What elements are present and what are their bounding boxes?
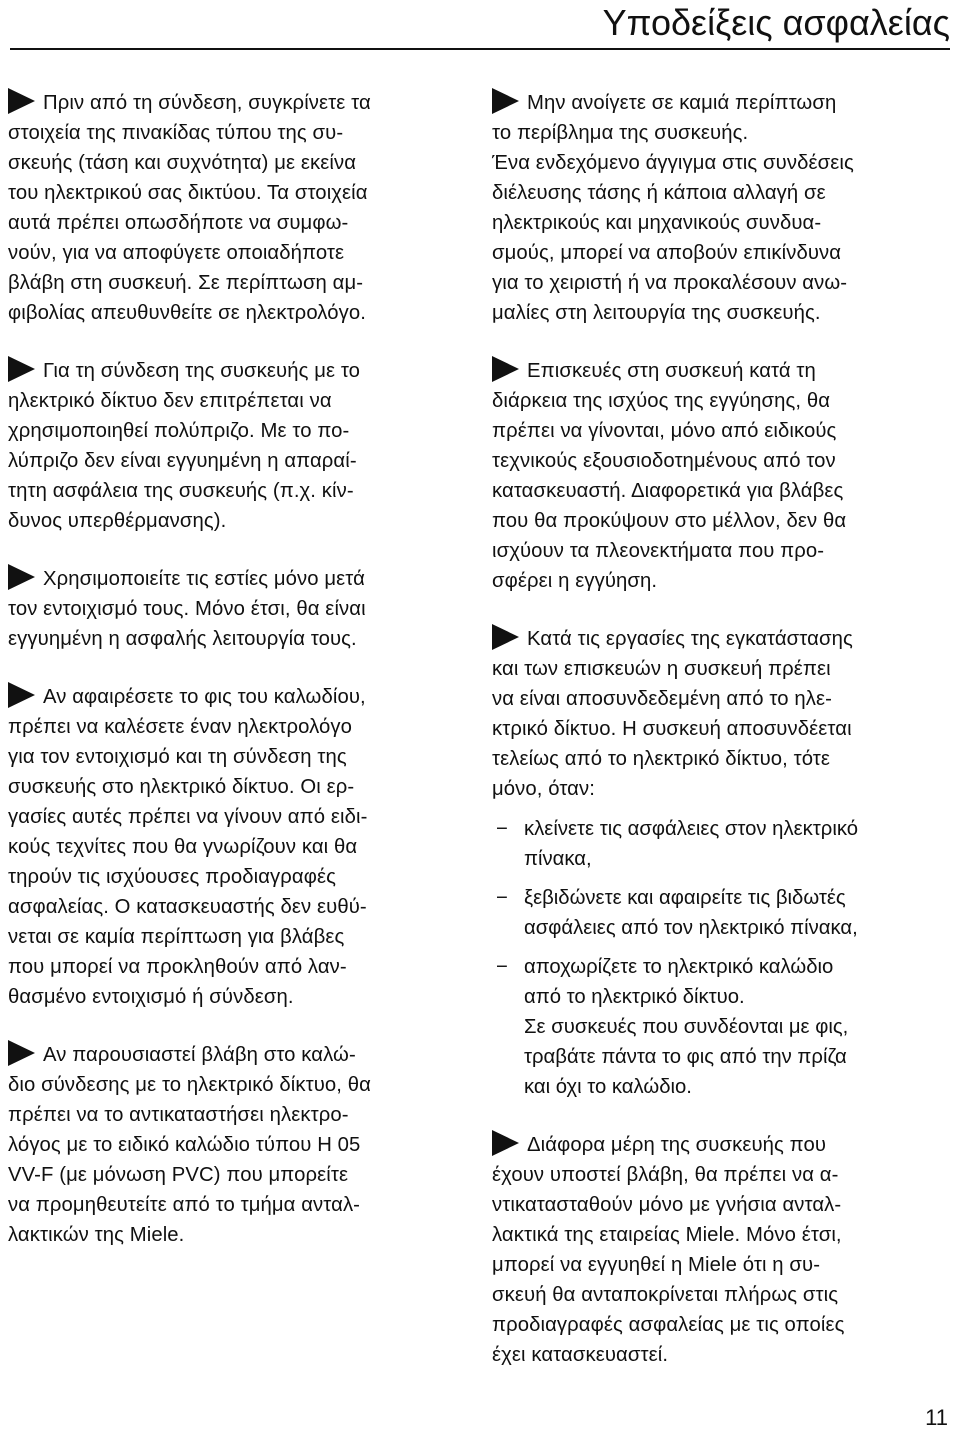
text-line: τελείως από το ηλεκτρικό δίκτυο, τότε <box>492 748 831 770</box>
text-line: ντικατασταθούν μόνο με γνήσια ανταλ- <box>492 1194 842 1216</box>
text-line: σκευής (τάση και συχνότητα) με εκείνα <box>8 152 357 174</box>
text-line: μόνο, όταν: <box>492 778 595 800</box>
text-line: εγγυημένη η ασφαλής λειτουργία τους. <box>8 628 357 650</box>
text-line: συσκευής στο ηλεκτρικό δίκτυο. Οι ερ- <box>8 776 355 798</box>
dash-list <box>492 814 950 1102</box>
text-line: τηρούν τις ισχύουσες προδιαγραφές <box>8 866 336 888</box>
text-line: αυτά πρέπει οπωσδήποτε να συμφω- <box>8 212 349 234</box>
text-line: λακτικών της Miele. <box>8 1224 185 1246</box>
text-line: έχει κατασκευαστεί. <box>492 1344 669 1366</box>
text-line: του ηλεκτρικού σας δικτύου. Τα στοιχεία <box>8 182 368 204</box>
text-line: θασμένο εντοιχισμό ή σύνδεση. <box>8 986 294 1008</box>
safety-paragraph <box>492 1130 950 1370</box>
safety-paragraph <box>492 356 950 596</box>
text-line: λόγος με το ειδικό καλώδιο τύπου H 05 <box>8 1134 361 1156</box>
warning-arrow-icon <box>8 682 35 708</box>
text-line: διάρκεια της ισχύος της εγγύησης, θα <box>492 390 831 412</box>
safety-paragraph <box>8 1040 470 1250</box>
dash-marker: − <box>496 818 508 840</box>
warning-arrow-icon <box>8 564 35 590</box>
warning-arrow-icon <box>8 1040 35 1066</box>
text-line: κτρικό δίκτυο. Η συσκευή αποσυνδέεται <box>492 718 852 740</box>
text-line: και όχι το καλώδιο. <box>524 1076 692 1098</box>
text-line: τεχνικούς εξουσιοδοτημένους από τον <box>492 450 836 472</box>
text-line: προδιαγραφές ασφαλείας με τις οποίες <box>492 1314 845 1336</box>
text-line: πρέπει να καλέσετε έναν ηλεκτρολόγο <box>8 716 353 738</box>
text-line: Αν αφαιρέσετε το φις του καλωδίου, <box>43 686 366 708</box>
text-line: λύπριζο δεν είναι εγγυημένη η απαραί- <box>8 450 357 472</box>
safety-paragraph <box>492 88 950 328</box>
text-line: χρησιμοποιηθεί πολύπριζο. Με το πο- <box>8 420 350 442</box>
text-line: Επισκευές στη συσκευή κατά τη <box>527 360 816 382</box>
text-line: Μην ανοίγετε σε καμιά περίπτωση <box>527 92 837 114</box>
text-line: βλάβη στη συσκευή. Σε περίπτωση αμ- <box>8 272 364 294</box>
text-line: τραβάτε πάντα το φις από την πρίζα <box>524 1046 847 1068</box>
text-line: Κατά τις εργασίες της εγκατάστασης <box>527 628 853 650</box>
text-line: Χρησιμοποιείτε τις εστίες μόνο μετά <box>43 568 365 590</box>
text-line: ηλεκτρικό δίκτυο δεν επιτρέπεται να <box>8 390 332 412</box>
safety-paragraph <box>8 88 470 328</box>
safety-paragraph <box>8 564 470 654</box>
text-line: και των επισκευών η συσκευή πρέπει <box>492 658 831 680</box>
text-line: τον εντοιχισμό τους. Μόνο έτσι, θα είναι <box>8 598 366 620</box>
safety-paragraph <box>8 356 470 536</box>
text-line: για τον εντοιχισμό και τη σύνδεση της <box>8 746 347 768</box>
list-item <box>492 814 950 874</box>
warning-arrow-icon <box>492 1130 519 1156</box>
dash-marker: − <box>496 887 508 909</box>
safety-paragraph <box>8 682 470 1012</box>
text-line: πρέπει να το αντικαταστήσει ηλεκτρο- <box>8 1104 349 1126</box>
warning-arrow-icon <box>8 88 35 114</box>
text-line: νούν, για να αποφύγετε οποιαδήποτε <box>8 242 345 264</box>
text-line: κούς τεχνίτες που θα γνωρίζουν και θα <box>8 836 358 858</box>
text-line: νεται σε καμία περίπτωση για βλάβες <box>8 926 345 948</box>
text-line: ηλεκτρικούς και μηχανικούς συνδυα- <box>492 212 822 234</box>
text-line: Αν παρουσιαστεί βλάβη στο καλώ- <box>43 1044 356 1066</box>
text-line: πρέπει να γίνονται, μόνο από ειδικούς <box>492 420 837 442</box>
list-item <box>492 952 950 1102</box>
text-line: ξεβιδώνετε και αφαιρείτε τις βιδωτές <box>524 887 846 909</box>
text-line: Πριν από τη σύνδεση, συγκρίνετε τα <box>43 92 371 114</box>
text-line: το περίβλημα της συσκευής. <box>492 122 749 144</box>
dash-marker: − <box>496 956 508 978</box>
header-divider <box>10 48 950 50</box>
text-line: αποχωρίζετε το ηλεκτρικό καλώδιο <box>524 956 834 978</box>
text-line: κατασκευαστή. Διαφορετικά για βλάβες <box>492 480 844 502</box>
text-line: για το χειριστή ή να προκαλέσουν ανω- <box>492 272 848 294</box>
text-line: τητη ασφάλεια της συσκευής (π.χ. κίν- <box>8 480 354 502</box>
text-line: γασίες αυτές πρέπει να γίνουν από ειδι- <box>8 806 368 828</box>
text-line: στοιχεία της πινακίδας τύπου της συ- <box>8 122 344 144</box>
warning-arrow-icon <box>492 88 519 114</box>
right-column <box>492 88 950 1398</box>
text-line: Ένα ενδεχόμενο άγγιγμα στις συνδέσεις <box>492 152 854 174</box>
text-line: κλείνετε τις ασφάλειες στον ηλεκτρικό <box>524 818 859 840</box>
text-line: σκευή θα ανταποκρίνεται πλήρως στις <box>492 1284 839 1306</box>
left-column <box>8 88 470 1278</box>
text-line: ασφάλειες από τον ηλεκτρικό πίνακα, <box>524 917 858 939</box>
text-line: διέλευσης τάσης ή κάποια αλλαγή σε <box>492 182 826 204</box>
text-line: πίνακα, <box>524 848 592 870</box>
text-line: Σε συσκευές που συνδέονται με φις, <box>524 1016 849 1038</box>
text-line: που μπορεί να προκληθούν από λαν- <box>8 956 347 978</box>
text-line: σφέρει η εγγύηση. <box>492 570 658 592</box>
warning-arrow-icon <box>492 624 519 650</box>
text-line: Διάφορα μέρη της συσκευής που <box>527 1134 827 1156</box>
text-line: ισχύουν τα πλεονεκτήματα που προ- <box>492 540 825 562</box>
text-line: σμούς, μπορεί να αποβούν επικίνδυνα <box>492 242 842 264</box>
text-line: που θα προκύψουν στο μέλλον, δεν θα <box>492 510 847 532</box>
text-line: να προμηθευτείτε από το τμήμα ανταλ- <box>8 1194 361 1216</box>
text-line: VV-F (με μόνωση PVC) που μπορείτε <box>8 1164 349 1186</box>
safety-paragraph <box>492 624 950 804</box>
text-line: έχουν υποστεί βλάβη, θα πρέπει να α- <box>492 1164 839 1186</box>
text-line: διο σύνδεσης με το ηλεκτρικό δίκτυο, θα <box>8 1074 371 1096</box>
text-line: φιβολίας απευθυνθείτε σε ηλεκτρολόγο. <box>8 302 366 324</box>
page-number: 11 <box>925 1405 948 1430</box>
text-line: ασφαλείας. Ο κατασκευαστής δεν ευθύ- <box>8 896 367 918</box>
page-title: Υποδείξεις ασφαλείας <box>602 2 950 43</box>
text-line: Για τη σύνδεση της συσκευής με το <box>43 360 361 382</box>
text-line: λακτικά της εταιρείας Miele. Μόνο έτσι, <box>492 1224 842 1246</box>
list-item <box>492 883 950 943</box>
text-line: δυνος υπερθέρμανσης). <box>8 510 227 532</box>
warning-arrow-icon <box>8 356 35 382</box>
text-line: να είναι αποσυνδεδεμένη από το ηλε- <box>492 688 832 710</box>
warning-arrow-icon <box>492 356 519 382</box>
text-line: από το ηλεκτρικό δίκτυο. <box>524 986 745 1008</box>
text-line: μαλίες στη λειτουργία της συσκευής. <box>492 302 821 324</box>
text-line: μπορεί να εγγυηθεί η Miele ότι η συ- <box>492 1254 821 1276</box>
